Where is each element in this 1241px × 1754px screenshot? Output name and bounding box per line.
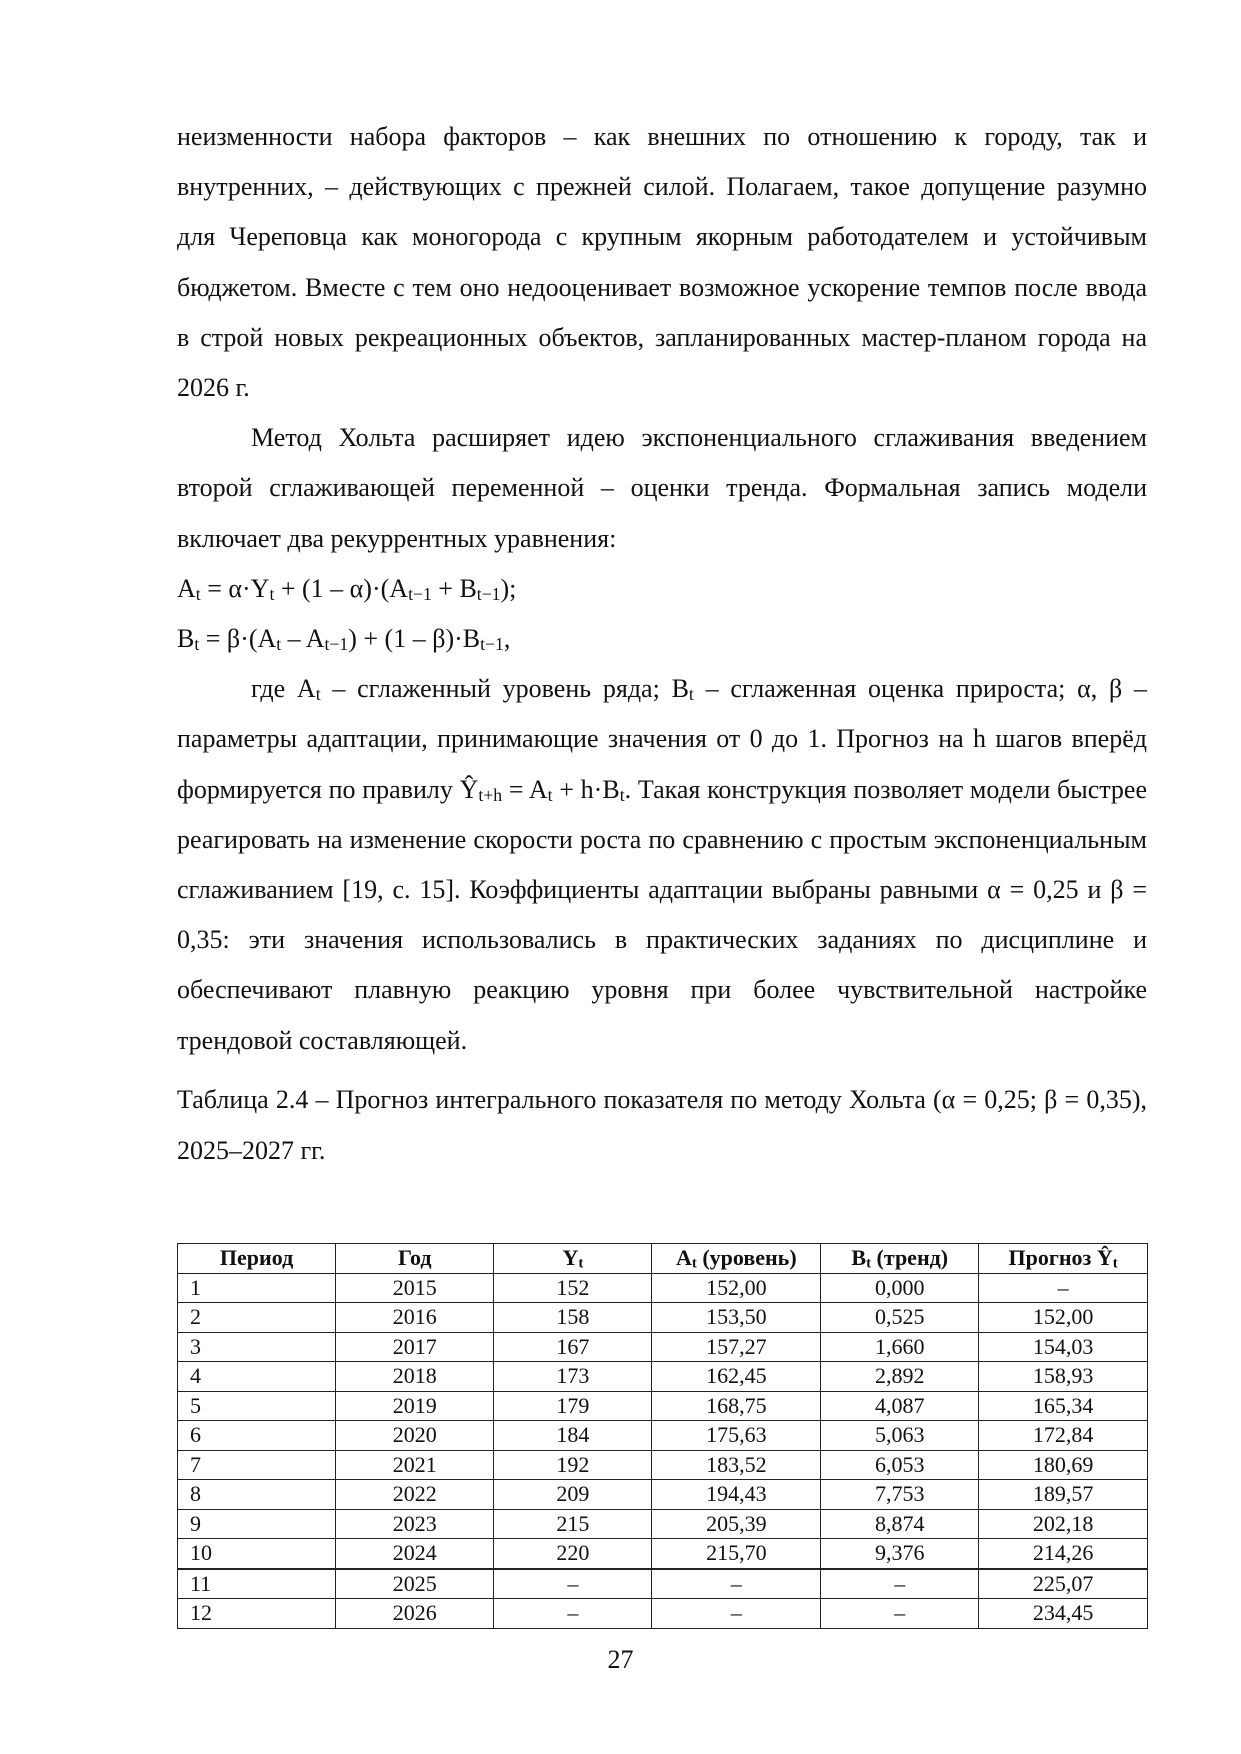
cell-y: – [494,1569,652,1599]
cell-y: 152 [494,1273,652,1303]
cell-year: 2023 [336,1509,494,1539]
cell-level: 168,75 [652,1391,821,1421]
paragraph-3: где $A_t$ – сглаженный уровень ряда; $B_t$ – сглаженная оценка прироста; α, β – параметры адаптации, принимающие значения от 0 до 1. Прогноз на h шагов вперёд формируется по правилу $Ŷ_{t+h} = A_t + h\cdot B_t$. Такая конструкция позволяет модели быстрее реагировать на изменение скорости роста по сравнению с простым экспоненциальным сглаживанием [19, с. 15]. Коэффициенты адаптации выбраны равными α = 0,25 и β = 0,35: эти значения использовались в практических заданиях по дисциплине и обеспечивают плавную реакцию уровня при более чувствительной настройке трендовой составляющей. [177,674,1148,1055]
cell-level: – [652,1569,821,1599]
cell-y: 209 [494,1480,652,1510]
table-row [178,1362,1148,1392]
cell-period: 2 [178,1303,336,1333]
header-y: $Y_t$ [494,1244,652,1274]
cell-level: 194,43 [652,1480,821,1510]
holt-forecast-table [177,1243,1148,1629]
cell-trend: 5,063 [821,1421,979,1451]
header-year: Год [336,1244,494,1274]
paragraph-1: неизменности набора факторов – как внешних по отношению к городу, так и внутренних, – действующих с прежней силой. Полагаем, такое допущение разумно для Череповца как моногорода с крупным якорным работодателем и устойчивым бюджетом. Вместе с тем оно недооценивает возможное ускорение темпов после ввода в строй новых рекреационных объектов, запланированных мастер-планом города на 2026 г. [177,122,1147,403]
header-level: $A_t$ (уровень) [652,1244,821,1274]
table-row [178,1599,1148,1629]
cell-year: 2016 [336,1303,494,1333]
cell-year: 2019 [336,1391,494,1421]
cell-level: – [652,1599,821,1629]
cell-forecast: 152,00 [979,1303,1148,1333]
cell-year: 2018 [336,1362,494,1392]
cell-level: 183,52 [652,1450,821,1480]
header-period: Период [178,1244,336,1274]
cell-period: 8 [178,1480,336,1510]
header-trend: $B_t$ (тренд) [821,1244,979,1274]
cell-level: 157,27 [652,1332,821,1362]
cell-forecast: 172,84 [979,1421,1148,1451]
cell-trend: 9,376 [821,1539,979,1569]
cell-forecast: 214,26 [979,1539,1148,1569]
cell-level: 152,00 [652,1273,821,1303]
cell-y: 220 [494,1539,652,1569]
cell-y: 179 [494,1391,652,1421]
cell-year: 2022 [336,1480,494,1510]
cell-forecast: 180,69 [979,1450,1148,1480]
cell-trend: 2,892 [821,1362,979,1392]
cell-year: 2025 [336,1569,494,1599]
table-row [178,1303,1148,1333]
cell-trend: 7,753 [821,1480,979,1510]
cell-level: 205,39 [652,1509,821,1539]
cell-period: 10 [178,1539,336,1569]
cell-y: 184 [494,1421,652,1451]
cell-y: 215 [494,1509,652,1539]
cell-year: 2024 [336,1539,494,1569]
cell-period: 7 [178,1450,336,1480]
page-number: 27 [607,1645,634,1674]
table-row [178,1450,1148,1480]
paragraph-2: Метод Хольта расширяет идею экспоненциального сглаживания введением второй сглаживающей переменной – оценки тренда. Формальная запись модели включает два рекуррентных уравнения: [177,423,1147,553]
table-caption: Таблица 2.4 – Прогноз интегрального показателя по методу Хольта (α = 0,25; β = 0,35), 2025–2027 гг. [177,1084,1147,1165]
cell-level: 175,63 [652,1421,821,1451]
cell-period: 4 [178,1362,336,1392]
table-header-row [178,1244,1148,1274]
cell-trend: 0,525 [821,1303,979,1333]
cell-trend: 8,874 [821,1509,979,1539]
cell-y: 158 [494,1303,652,1333]
table-row [178,1332,1148,1362]
cell-period: 5 [178,1391,336,1421]
cell-forecast: 234,45 [979,1599,1148,1629]
cell-year: 2015 [336,1273,494,1303]
cell-forecast: 165,34 [979,1391,1148,1421]
cell-y: – [494,1599,652,1629]
cell-forecast: – [979,1273,1148,1303]
cell-level: 153,50 [652,1303,821,1333]
cell-level: 162,45 [652,1362,821,1392]
cell-period: 1 [178,1273,336,1303]
cell-year: 2020 [336,1421,494,1451]
cell-year: 2021 [336,1450,494,1480]
page-content [177,112,1147,1176]
cell-trend: 1,660 [821,1332,979,1362]
formula-trend: $B_t = \beta\cdot(A_t - A_{t-1}) + (1 - \beta)\cdot B_{t-1}$, [177,624,511,655]
cell-forecast: 158,93 [979,1362,1148,1392]
cell-trend: 0,000 [821,1273,979,1303]
cell-y: 167 [494,1332,652,1362]
cell-y: 192 [494,1450,652,1480]
cell-year: 2026 [336,1599,494,1629]
table-row [178,1391,1148,1421]
formula-level: $A_t = \alpha\cdot Y_t + (1 - \alpha)\cdot(A_{t-1} + B_{t-1})$; [177,573,517,604]
table-row [178,1509,1148,1539]
cell-period: 12 [178,1599,336,1629]
table-row [178,1273,1148,1303]
header-forecast: Прогноз $Ŷ_t$ [979,1244,1148,1274]
cell-forecast: 154,03 [979,1332,1148,1362]
cell-forecast: 189,57 [979,1480,1148,1510]
cell-trend: 4,087 [821,1391,979,1421]
cell-trend: – [821,1599,979,1629]
cell-period: 9 [178,1509,336,1539]
cell-period: 6 [178,1421,336,1451]
cell-forecast: 225,07 [979,1569,1148,1599]
cell-forecast: 202,18 [979,1509,1148,1539]
table-row [178,1480,1148,1510]
table-row [178,1421,1148,1451]
cell-trend: 6,053 [821,1450,979,1480]
cell-period: 11 [178,1569,336,1599]
table-row [178,1569,1148,1599]
table-row [178,1539,1148,1569]
cell-period: 3 [178,1332,336,1362]
cell-year: 2017 [336,1332,494,1362]
cell-y: 173 [494,1362,652,1392]
cell-level: 215,70 [652,1539,821,1569]
cell-trend: – [821,1569,979,1599]
